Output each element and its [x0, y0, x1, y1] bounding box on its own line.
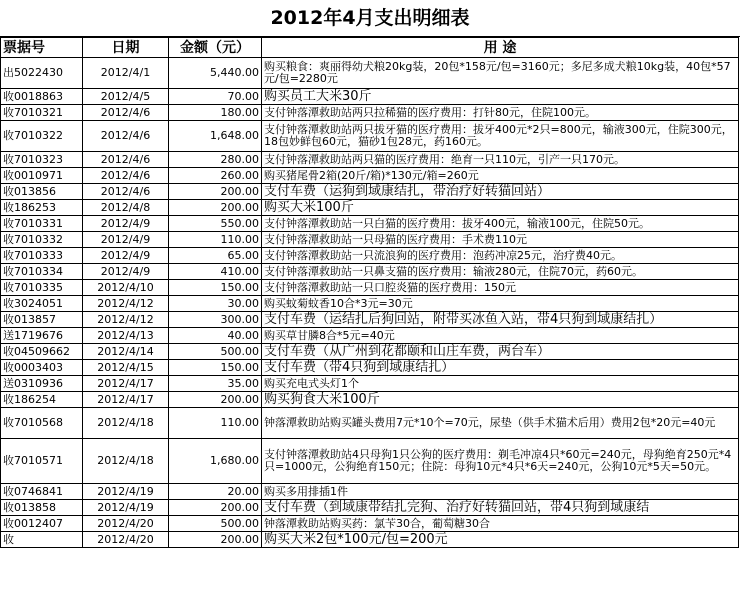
cell-amount[interactable]: 200.00 [169, 532, 262, 548]
cell-purpose[interactable]: 购买狗食大米100斤 [262, 392, 739, 408]
cell-amount[interactable]: 200.00 [169, 392, 262, 408]
cell-purpose[interactable]: 支付车费（到域康带结扎完狗、治疗好转猫回站，带4只狗到域康结 [262, 500, 739, 516]
cell-receipt-no[interactable]: 收7010333 [1, 248, 83, 264]
cell-receipt-no[interactable]: 收7010332 [1, 232, 83, 248]
cell-purpose[interactable]: 购买草甘膦8合*5元=40元 [262, 328, 739, 344]
cell-purpose[interactable]: 购买大米2包*100元/包=200元 [262, 532, 739, 548]
expense-table [0, 37, 739, 548]
cell-receipt-no[interactable]: 收013857 [1, 312, 83, 328]
table-row [1, 200, 739, 216]
cell-purpose[interactable]: 购买蚊菊蚊香10合*3元=30元 [262, 296, 739, 312]
table-row [1, 232, 739, 248]
cell-receipt-no[interactable]: 收013856 [1, 184, 83, 200]
cell-date[interactable]: 2012/4/19 [83, 484, 169, 500]
cell-purpose[interactable]: 钟落潭救助站购买罐头费用7元*10个=70元，尿垫（供手术猫术后用）费用2包*20元=40元 [262, 408, 739, 439]
cell-receipt-no[interactable]: 收 [1, 532, 83, 548]
cell-date[interactable]: 2012/4/17 [83, 392, 169, 408]
header-date[interactable]: 日期 [83, 38, 169, 58]
cell-purpose[interactable]: 支付钟落潭救助站一只母猫的医疗费用：手术费110元 [262, 232, 739, 248]
header-receipt-no[interactable]: 票据号 [1, 38, 83, 58]
table-row [1, 439, 739, 484]
cell-receipt-no[interactable]: 收0010971 [1, 168, 83, 184]
cell-amount[interactable]: 1,648.00 [169, 121, 262, 152]
cell-date[interactable]: 2012/4/13 [83, 328, 169, 344]
cell-purpose[interactable]: 购买大米100斤 [262, 200, 739, 216]
cell-date[interactable]: 2012/4/20 [83, 516, 169, 532]
cell-purpose[interactable]: 支付车费（带4只狗到域康结扎） [262, 360, 739, 376]
cell-receipt-no[interactable]: 收7010335 [1, 280, 83, 296]
table-body [1, 58, 739, 548]
cell-purpose[interactable]: 支付钟落潭救助站一只口腔炎猫的医疗费用：150元 [262, 280, 739, 296]
cell-date[interactable]: 2012/4/19 [83, 500, 169, 516]
cell-receipt-no[interactable]: 收0012407 [1, 516, 83, 532]
cell-receipt-no[interactable]: 送0310936 [1, 376, 83, 392]
table-row [1, 360, 739, 376]
cell-amount[interactable]: 110.00 [169, 408, 262, 439]
cell-amount[interactable]: 65.00 [169, 248, 262, 264]
cell-purpose[interactable]: 购买多用排插1件 [262, 484, 739, 500]
cell-receipt-no[interactable]: 收7010321 [1, 105, 83, 121]
cell-purpose[interactable]: 支付钟落潭救助站一只白猫的医疗费用：拔牙400元，输液100元，住院50元。 [262, 216, 739, 232]
table-row [1, 264, 739, 280]
table-row [1, 500, 739, 516]
table-row [1, 344, 739, 360]
cell-purpose[interactable]: 支付钟落潭救助站两只拔牙猫的医疗费用：拔牙400元*2只=800元，输液300元，住院300元，18包妙鲜包60元，猫砂1包28元，药160元。 [262, 121, 739, 152]
cell-amount[interactable]: 150.00 [169, 280, 262, 296]
cell-date[interactable]: 2012/4/6 [83, 168, 169, 184]
table-row [1, 89, 739, 105]
cell-purpose[interactable]: 支付车费（运结扎后狗回站，附带买冰鱼入站，带4只狗到域康结扎） [262, 312, 739, 328]
cell-receipt-no[interactable]: 收013858 [1, 500, 83, 516]
cell-receipt-no[interactable]: 收3024051 [1, 296, 83, 312]
table-row [1, 392, 739, 408]
cell-receipt-no[interactable]: 收7010568 [1, 408, 83, 439]
cell-receipt-no[interactable]: 出5022430 [1, 58, 83, 89]
cell-date[interactable]: 2012/4/6 [83, 184, 169, 200]
cell-date[interactable]: 2012/4/9 [83, 216, 169, 232]
cell-receipt-no[interactable]: 收7010331 [1, 216, 83, 232]
cell-amount[interactable]: 35.00 [169, 376, 262, 392]
cell-date[interactable]: 2012/4/6 [83, 152, 169, 168]
cell-amount[interactable]: 200.00 [169, 200, 262, 216]
cell-amount[interactable]: 200.00 [169, 184, 262, 200]
cell-amount[interactable]: 40.00 [169, 328, 262, 344]
cell-receipt-no[interactable]: 收0746841 [1, 484, 83, 500]
table-row [1, 484, 739, 500]
header-row [1, 38, 739, 58]
cell-date[interactable]: 2012/4/12 [83, 312, 169, 328]
table-row [1, 168, 739, 184]
cell-purpose[interactable]: 支付钟落潭救助站一只流浪狗的医疗费用：泡药冲凉25元，治疗费40元。 [262, 248, 739, 264]
table-row [1, 516, 739, 532]
cell-amount[interactable]: 410.00 [169, 264, 262, 280]
cell-date[interactable]: 2012/4/6 [83, 105, 169, 121]
table-row [1, 376, 739, 392]
cell-date[interactable]: 2012/4/18 [83, 408, 169, 439]
cell-amount[interactable]: 20.00 [169, 484, 262, 500]
cell-date[interactable]: 2012/4/20 [83, 532, 169, 548]
cell-amount[interactable]: 260.00 [169, 168, 262, 184]
cell-receipt-no[interactable]: 收186253 [1, 200, 83, 216]
cell-receipt-no[interactable]: 收7010322 [1, 121, 83, 152]
cell-date[interactable]: 2012/4/6 [83, 121, 169, 152]
cell-date[interactable]: 2012/4/1 [83, 58, 169, 89]
table-row [1, 312, 739, 328]
table-row [1, 105, 739, 121]
cell-date[interactable]: 2012/4/15 [83, 360, 169, 376]
table-row [1, 184, 739, 200]
table-row [1, 328, 739, 344]
cell-purpose[interactable]: 购买充电式头灯1个 [262, 376, 739, 392]
cell-receipt-no[interactable]: 收186254 [1, 392, 83, 408]
cell-amount[interactable]: 110.00 [169, 232, 262, 248]
header-amount[interactable]: 金额（元） [169, 38, 262, 58]
table-row [1, 248, 739, 264]
cell-receipt-no[interactable]: 收0003403 [1, 360, 83, 376]
cell-receipt-no[interactable]: 收7010334 [1, 264, 83, 280]
table-row [1, 58, 739, 89]
cell-date[interactable]: 2012/4/18 [83, 439, 169, 484]
cell-amount[interactable]: 200.00 [169, 500, 262, 516]
cell-purpose[interactable]: 支付钟落潭救助站两只拉稀猫的医疗费用：打针80元，住院100元。 [262, 105, 739, 121]
cell-purpose[interactable]: 支付车费（从广州到花都颐和山庄车费，两台车） [262, 344, 739, 360]
cell-date[interactable]: 2012/4/5 [83, 89, 169, 105]
cell-date[interactable]: 2012/4/9 [83, 248, 169, 264]
cell-date[interactable]: 2012/4/8 [83, 200, 169, 216]
cell-date[interactable]: 2012/4/10 [83, 280, 169, 296]
cell-amount[interactable]: 5,440.00 [169, 58, 262, 89]
cell-purpose[interactable]: 支付钟落潭救助站一只鼻支猫的医疗费用：输液280元，住院70元，药60元。 [262, 264, 739, 280]
cell-date[interactable]: 2012/4/9 [83, 264, 169, 280]
table-row [1, 121, 739, 152]
cell-date[interactable]: 2012/4/12 [83, 296, 169, 312]
cell-amount[interactable]: 150.00 [169, 360, 262, 376]
table-row [1, 408, 739, 439]
cell-receipt-no[interactable]: 收7010323 [1, 152, 83, 168]
table-row [1, 216, 739, 232]
cell-purpose[interactable]: 支付钟落潭救助站4只母狗1只公狗的医疗费用：剃毛冲凉4只*60元=240元，母狗绝育250元*4只=1000元，公狗绝育150元；住院：母狗10元*4只*6天=240元，公狗10元*5天=50元。 [262, 439, 739, 484]
cell-amount[interactable]: 1,680.00 [169, 439, 262, 484]
cell-receipt-no[interactable]: 收04509662 [1, 344, 83, 360]
cell-purpose[interactable]: 购买员工大米30斤 [262, 89, 739, 105]
cell-amount[interactable]: 550.00 [169, 216, 262, 232]
cell-date[interactable]: 2012/4/14 [83, 344, 169, 360]
cell-purpose[interactable]: 支付车费（运狗到域康结扎，带治疗好转猫回站） [262, 184, 739, 200]
cell-amount[interactable]: 70.00 [169, 89, 262, 105]
cell-amount[interactable]: 280.00 [169, 152, 262, 168]
cell-purpose[interactable]: 购买粮食：爽丽得幼犬粮20kg装，20包*158元/包=3160元；多尼多成犬粮10kg装，40包*57元/包=2280元 [262, 58, 739, 89]
cell-purpose[interactable]: 支付钟落潭救助站两只猫的医疗费用：绝育一只110元，引产一只170元。 [262, 152, 739, 168]
cell-amount[interactable]: 180.00 [169, 105, 262, 121]
cell-receipt-no[interactable]: 收7010571 [1, 439, 83, 484]
cell-receipt-no[interactable]: 收0018863 [1, 89, 83, 105]
header-purpose[interactable]: 用 途 [262, 38, 739, 58]
table-row [1, 152, 739, 168]
cell-date[interactable]: 2012/4/9 [83, 232, 169, 248]
cell-amount[interactable]: 500.00 [169, 344, 262, 360]
cell-amount[interactable]: 30.00 [169, 296, 262, 312]
cell-amount[interactable]: 300.00 [169, 312, 262, 328]
table-row [1, 532, 739, 548]
cell-date[interactable]: 2012/4/17 [83, 376, 169, 392]
sheet-title: 2012年4月支出明细表 [0, 0, 740, 37]
cell-receipt-no[interactable]: 送1719676 [1, 328, 83, 344]
cell-amount[interactable]: 500.00 [169, 516, 262, 532]
table-row [1, 296, 739, 312]
cell-purpose[interactable]: 钟落潭救助站购买药：氯苄30合，葡萄糖30合 [262, 516, 739, 532]
cell-purpose[interactable]: 购买猪尾骨2箱(20斤/箱)*130元/箱=260元 [262, 168, 739, 184]
table-row [1, 280, 739, 296]
